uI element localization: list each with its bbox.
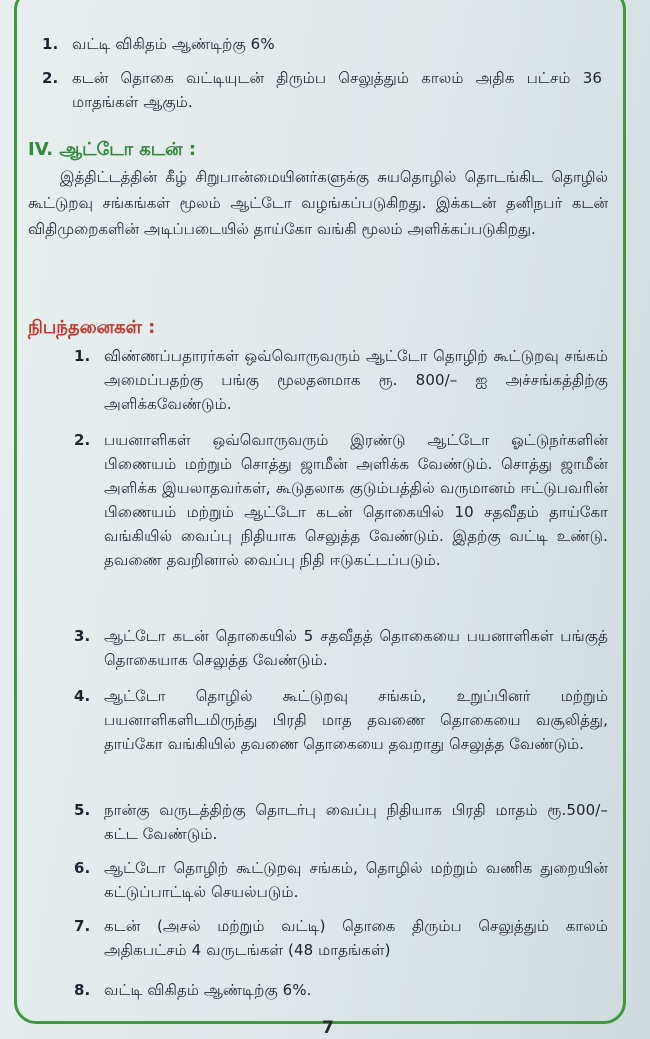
condition-number: 5. — [74, 801, 91, 819]
condition-number: 2. — [74, 431, 91, 449]
condition-item — [74, 978, 608, 1002]
condition-number: 8. — [74, 981, 91, 999]
condition-text: கடன் (அசல் மற்றும் வட்டி) தொகை திரும்ப செலுத்தும் காலம் அதிகபட்சம் 4 வருடங்கள் (48 மாதங்கள்) — [104, 917, 608, 959]
condition-text: ஆட்டோ தொழிற் கூட்டுறவு சங்கம், தொழில் மற்றும் வணிக துறையின் கட்டுப்பாட்டில் செயல்படும். — [104, 859, 608, 901]
condition-text: வட்டி விகிதம் ஆண்டிற்கு 6%. — [104, 981, 312, 999]
list-number: 2. — [42, 69, 59, 87]
list-item — [42, 66, 602, 114]
condition-number: 3. — [74, 627, 91, 645]
condition-item — [74, 856, 608, 904]
list-item — [42, 32, 602, 56]
condition-item — [74, 914, 608, 962]
condition-item — [74, 684, 608, 756]
condition-item — [74, 624, 608, 672]
page-number: 7 — [322, 1018, 334, 1038]
condition-text: நான்கு வருடத்திற்கு தொடர்பு வைப்பு நிதியாக பிரதி மாதம் ரூ.500/– கட்ட வேண்டும். — [104, 801, 608, 843]
condition-number: 1. — [74, 347, 91, 365]
condition-number: 7. — [74, 917, 91, 935]
condition-item — [74, 798, 608, 846]
section-heading: IV. ஆட்டோ கடன் : — [28, 139, 197, 160]
section-paragraph: இத்திட்டத்தின் கீழ் சிறுபான்மையினர்களுக்கு சுயதொழில் தொடங்கிட தொழில் கூட்டுறவு சங்கங்கள் மூலம் ஆட்டோ வழங்கப்படுகிறது. இக்கடன் தனிநபர் கடன் விதிமுறைகளின் அடிப்படையில் தாய்கோ வங்கி மூலம் அளிக்கப்படுகிறது. — [28, 168, 608, 238]
condition-item — [74, 344, 608, 416]
condition-number: 6. — [74, 859, 91, 877]
condition-item — [74, 428, 608, 572]
condition-text: விண்ணப்பதாரர்கள் ஒவ்வொருவரும் ஆட்டோ தொழிற் கூட்டுறவு சங்கம் அமைப்பதற்கு பங்கு மூலதனமாக ரூ. 800/– ஐ அச்சங்கத்திற்கு அளிக்கவேண்டும். — [104, 347, 608, 413]
list-text: கடன் தொகை வட்டியுடன் திரும்ப செலுத்தும் காலம் அதிக பட்சம் 36 மாதங்கள் ஆகும். — [72, 69, 602, 111]
condition-text: ஆட்டோ கடன் தொகையில் 5 சதவீதத் தொகையை பயனாளிகள் பங்குத் தொகையாக செலுத்த வேண்டும். — [104, 627, 608, 669]
condition-text: பயனாளிகள் ஒவ்வொருவரும் இரண்டு ஆட்டோ ஓட்டுநர்களின் பிணையம் மற்றும் சொத்து ஜாமீன் அளிக்க வேண்டும். சொத்து ஜாமீன் அளிக்க இயலாதவர்கள், கூடுதலாக குடும்பத்தில் வருமானம் ஈட்டுபவரின் பிணையம் மற்றும் ஆட்டோ கடன் தொகையில் 10 சதவீதம் தாய்கோ வங்கியில் வைப்பு நிதியாக செலுத்த வேண்டும். இதற்கு வட்டி உண்டு. தவணை தவறினால் வைப்பு நிதி ஈடுகட்டப்படும். — [104, 431, 608, 569]
condition-text: ஆட்டோ தொழில் கூட்டுறவு சங்கம், உறுப்பினர் மற்றும் பயனாளிகளிடமிருந்து பிரதி மாத தவணை தொகையை வசூலித்து, தாய்கோ வங்கியில் தவணை தொகையை தவறாது செலுத்த வேண்டும். — [104, 687, 608, 753]
list-number: 1. — [42, 35, 59, 53]
condition-number: 4. — [74, 687, 91, 705]
conditions-heading: நிபந்தனைகள் : — [28, 317, 156, 338]
list-text: வட்டி விகிதம் ஆண்டிற்கு 6% — [72, 35, 275, 53]
